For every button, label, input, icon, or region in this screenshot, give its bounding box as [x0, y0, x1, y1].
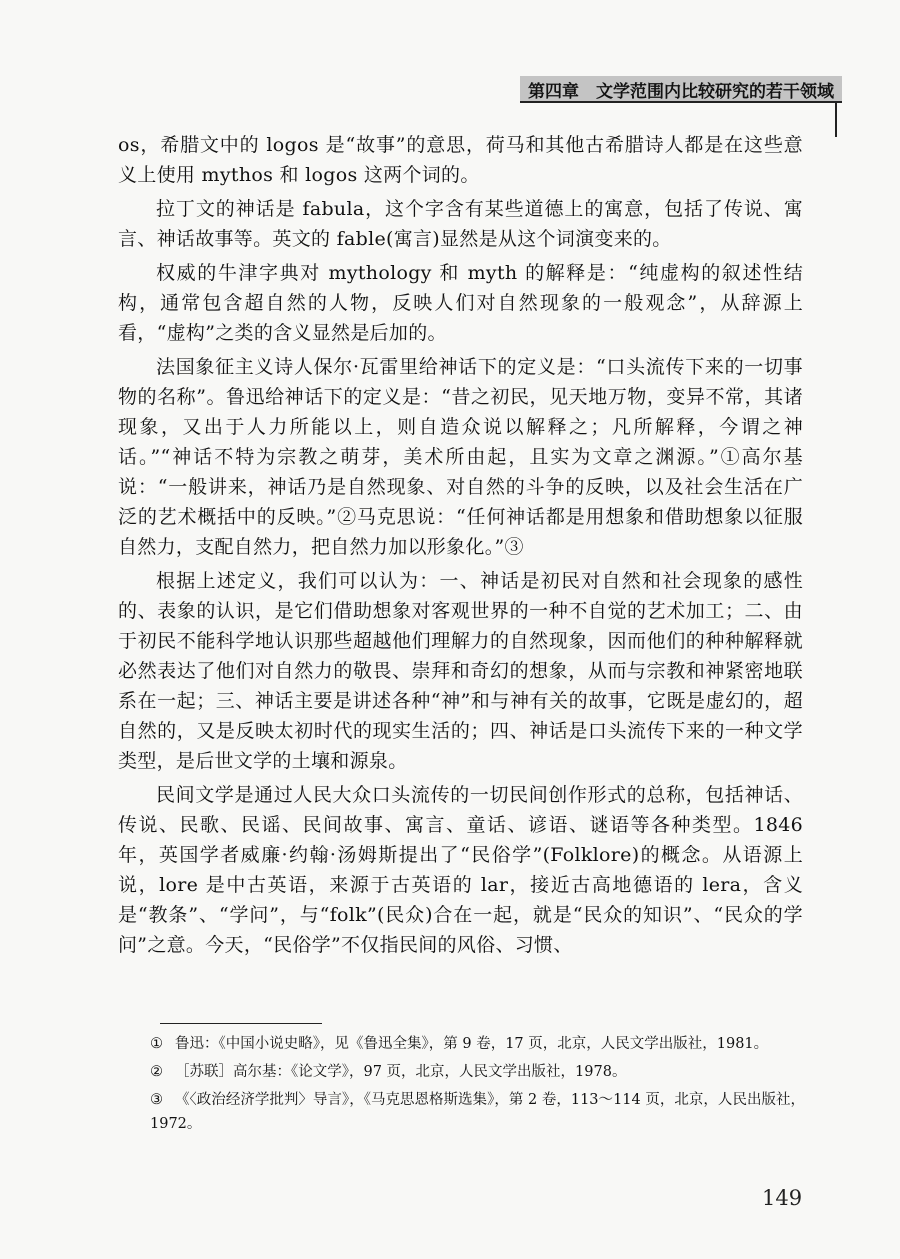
footnote [150, 1088, 805, 1136]
footnote-text: ［苏联］高尔基：《论文学》，97 页，北京，人民文学出版社，1978。 [175, 1064, 627, 1080]
footnote-mark: ② [150, 1064, 163, 1080]
running-header [520, 76, 842, 102]
header-rule [520, 101, 842, 103]
footnote [150, 1032, 805, 1056]
chapter-title: 第四章 文学范围内比较研究的若干领域 [528, 81, 834, 102]
paragraph: 根据上述定义，我们可以认为：一、神话是初民对自然和社会现象的感性的、表象的认识，是它们借助想象对客观世界的一种不自觉的艺术加工；二、由于初民不能科学地认识那些超越他们理解力的自然现象，因而他们的种种解释就必然表达了他们对自然力的敬畏、崇拜和奇幻的想象，从而与宗教和神紧密地联系在一起；三、神话主要是讲述各种“神”和与神有关的故事，它既是虚幻的，超自然的，又是反映太初时代的现实生活的；四、神话是口头流传下来的一种文学类型，是后世文学的土壤和源泉。 [118, 570, 803, 772]
paragraph: 拉丁文的神话是 fabula，这个字含有某些道德上的寓意，包括了传说、寓言、神话故事等。英文的 fable(寓言)显然是从这个词演变来的。 [118, 198, 803, 250]
header-corner-rule [835, 101, 837, 137]
footnote [150, 1060, 805, 1084]
paragraph: 权威的牛津字典对 mythology 和 myth 的解释是：“纯虚构的叙述性结构，通常包含超自然的人物，反映人们对自然现象的一般观念”，从辞源上看，“虚构”之类的含义显然是后加的。 [118, 262, 803, 344]
footnote-mark: ① [150, 1036, 163, 1052]
paragraph: 法国象征主义诗人保尔·瓦雷里给神话下的定义是：“口头流传下来的一切事物的名称”。鲁迅给神话下的定义是：“昔之初民，见天地万物，变异不常，其诸现象，又出于人力所能以上，则自造众说以解释之；凡所解释，今谓之神话。”“神话不特为宗教之萌芽，美术所由起，且实为文章之渊源。”①高尔基说：“一般讲来，神话乃是自然现象、对自然的斗争的反映，以及社会生活在广泛的艺术概括中的反映。”②马克思说：“任何神话都是用想象和借助想象以征服自然力，支配自然力，把自然力加以形象化。”③ [118, 356, 803, 558]
footnote-rule [160, 1023, 322, 1024]
paragraph-continued: os，希腊文中的 logos 是“故事”的意思，荷马和其他古希腊诗人都是在这些意义上使用 mythos 和 logos 这两个词的。 [118, 134, 803, 186]
footnote-mark: ③ [150, 1092, 164, 1108]
footnotes [150, 1032, 805, 1140]
footnote-text: 鲁迅：《中国小说史略》，见《鲁迅全集》，第 9 卷，17 页，北京，人民文学出版社，1981。 [175, 1036, 769, 1052]
footnote-text: 《〈政治经济学批判〉导言》，《马克思恩格斯选集》，第 2 卷，113～114 页，北京，人民出版社，1972。 [150, 1092, 805, 1132]
body-text [118, 130, 803, 960]
page-number: 149 [762, 1186, 803, 1210]
paragraph: 民间文学是通过人民大众口头流传的一切民间创作形式的总称，包括神话、传说、民歌、民谣、民间故事、寓言、童话、谚语、谜语等各种类型。1846 年，英国学者威廉·约翰·汤姆斯提出了“民俗学”(Folklore)的概念。从语源上说，lore 是中古英语，来源于古英语的 lar，接近古高地德语的 lera，含义是“教条”、“学问”，与“folk”(民众)合在一起，就是“民众的知识”、“民众的学问”之意。今天，“民俗学”不仅指民间的风俗、习惯、 [118, 784, 803, 956]
